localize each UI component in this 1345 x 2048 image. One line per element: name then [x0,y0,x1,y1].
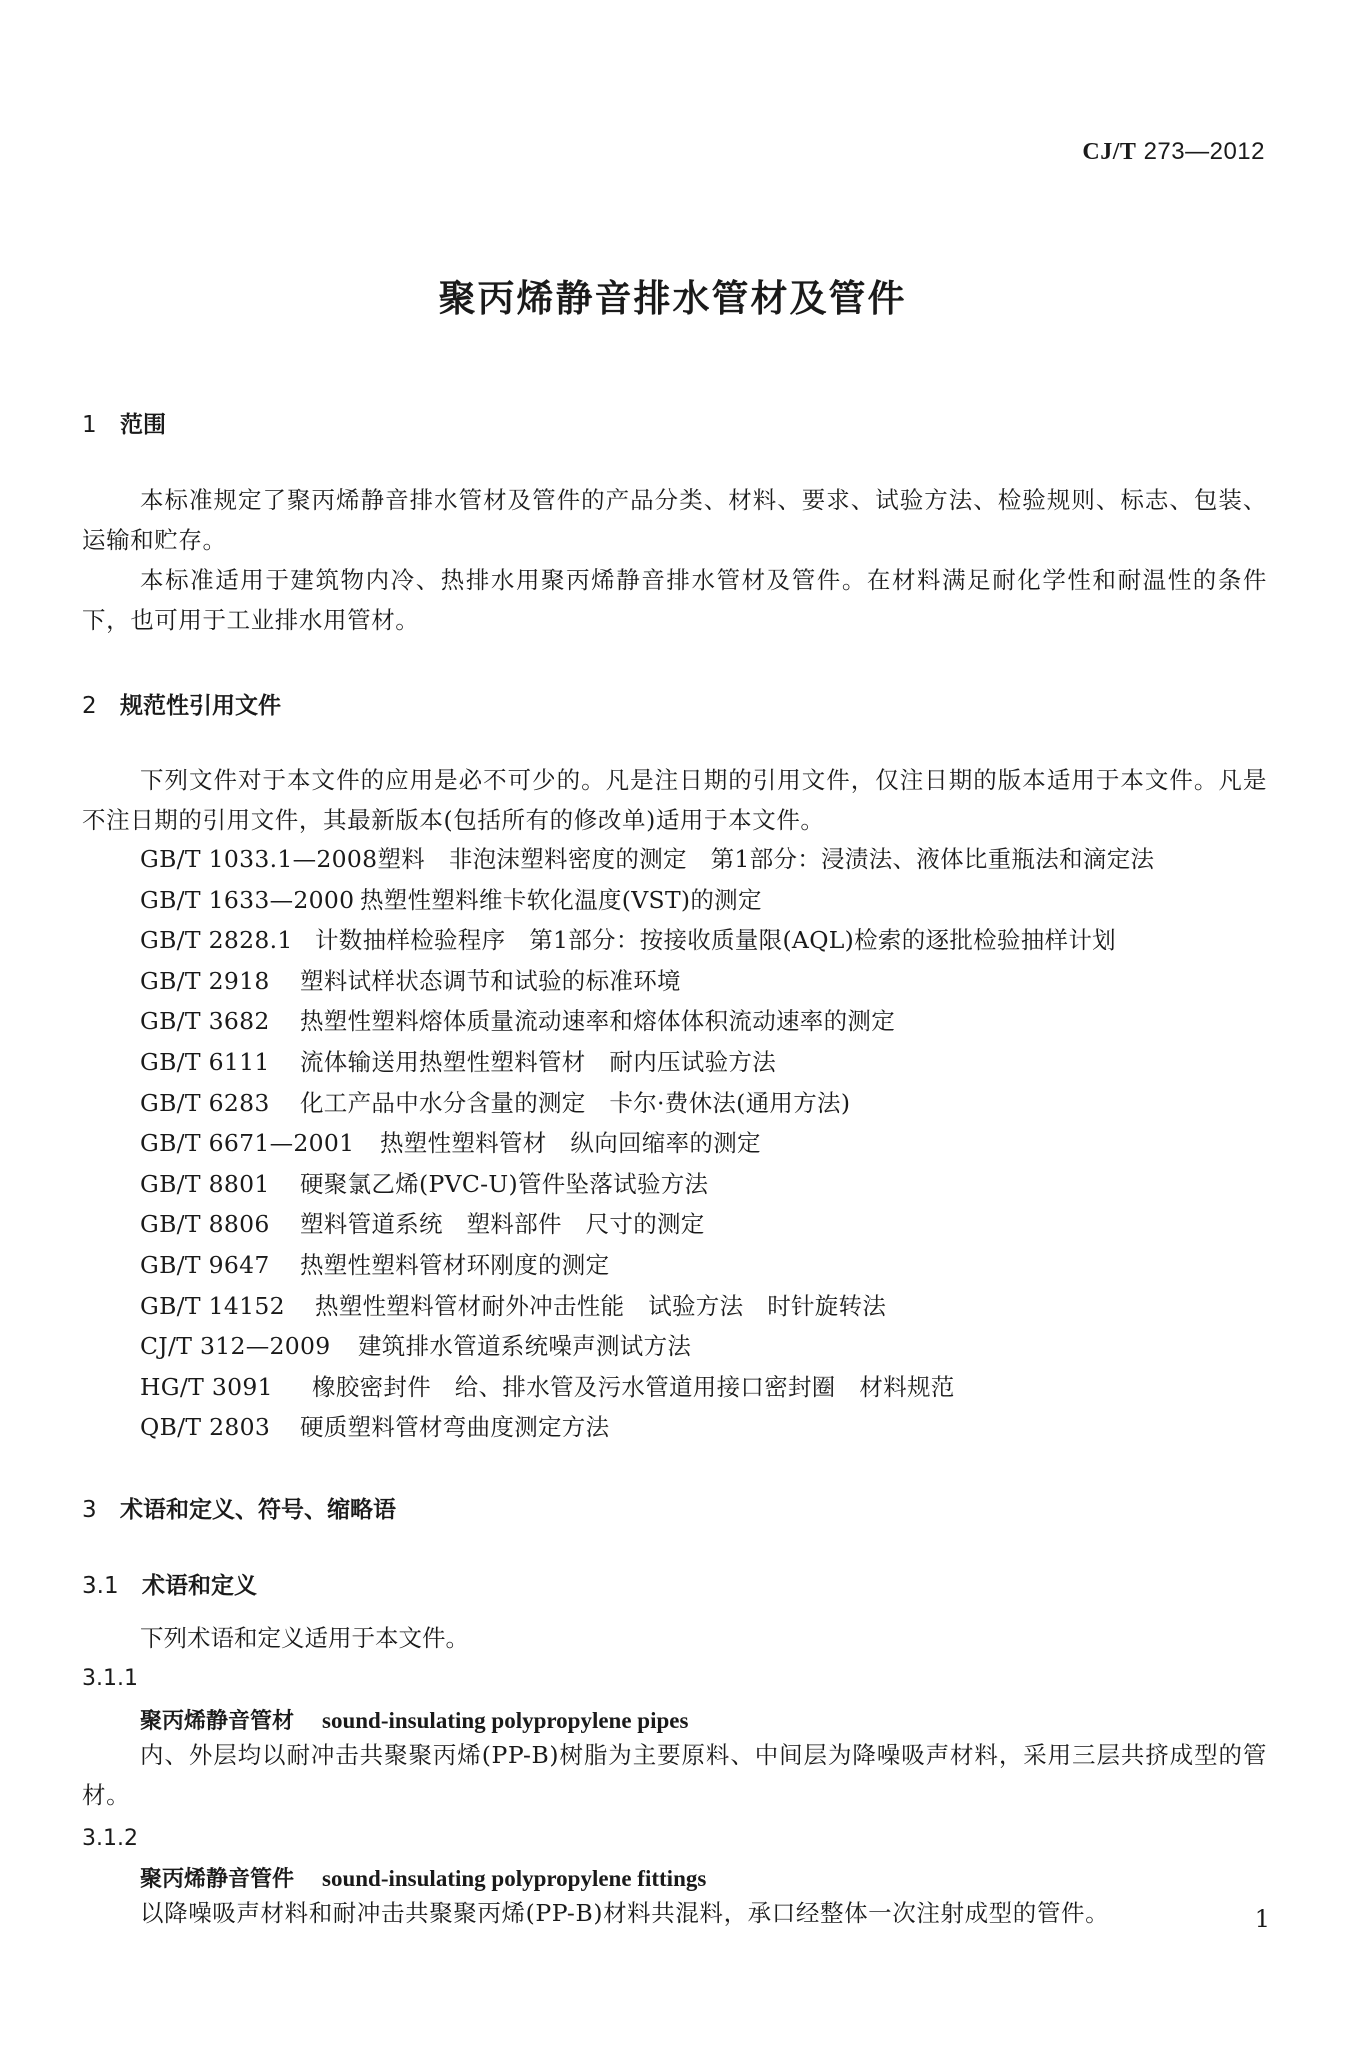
reference-item [140,1286,1154,1327]
paragraph: 内、外层均以耐冲击共聚聚丙烯(PP-B)树脂为主要原料、中间层为降噪吸声材料，采用三层共挤成型的管材。 [82,1741,1267,1809]
paragraph: 本标准规定了聚丙烯静音排水管材及管件的产品分类、材料、要求、试验方法、检验规则、标志、包装、运输和贮存。 [82,486,1267,554]
term-number: 3.1.1 [82,1666,138,1691]
standard-code [1082,138,1265,166]
section-2-heading [82,687,281,720]
reference-code: GB/T 3682 [140,1007,270,1036]
reference-item [140,1001,1154,1042]
paragraph: 下列文件对于本文件的应用是必不可少的。凡是注日期的引用文件，仅注日期的版本适用于本文件。凡是不注日期的引用文件，其最新版本(包括所有的修改单)适用于本文件。 [82,766,1267,834]
term-definition [82,1735,1267,1815]
reference-item [140,1407,1154,1448]
reference-title: 热塑性塑料管材耐外冲击性能 试验方法 时针旋转法 [315,1291,887,1320]
section-number: 3 [82,1497,97,1523]
reference-code: CJ/T 312—2009 [140,1332,331,1361]
reference-code: GB/T 8806 [140,1210,270,1239]
reference-item [140,1123,1154,1164]
reference-code: GB/T 1033.1—2008 [140,845,378,873]
reference-code: GB/T 9647 [140,1250,270,1279]
reference-code: QB/T 2803 [140,1413,271,1442]
reference-title: 热塑性塑料熔体质量流动速率和熔体体积流动速率的测定 [300,1007,895,1036]
section-number: 1 [82,412,97,438]
subsection-3-1-heading [82,1567,257,1600]
subsection-intro: 下列术语和定义适用于本文件。 [140,1624,469,1652]
reference-code: GB/T 14152 [140,1291,285,1320]
section-title: 规范性引用文件 [120,693,281,719]
section-number: 2 [82,693,97,719]
reference-item [140,961,1154,1002]
term-name-en: sound-insulating polypropylene pipes [322,1708,689,1733]
section-1-heading [82,406,166,439]
term-name [140,1862,706,1893]
reference-item [140,1204,1154,1245]
reference-item [140,920,1154,961]
section-3-heading [82,1491,396,1524]
reference-item [140,880,1154,921]
reference-code: GB/T 8801 [140,1169,270,1198]
subsection-title: 术语和定义 [142,1573,257,1599]
term-name [140,1704,688,1735]
section-title: 范围 [120,412,166,438]
reference-title: 流体输送用热塑性塑料管材 耐内压试验方法 [300,1047,776,1076]
reference-title: 建筑排水管道系统噪声测试方法 [358,1332,692,1361]
section-2-intro [82,760,1267,840]
document-title: 聚丙烯静音排水管材及管件 [438,277,907,320]
reference-item [140,1245,1154,1286]
reference-code: GB/T 6671—2001 [140,1129,355,1158]
reference-title: 塑料 非泡沫塑料密度的测定 第1部分：浸渍法、液体比重瓶法和滴定法 [377,845,1155,873]
reference-item [140,1083,1154,1124]
reference-code: GB/T 2918 [140,966,270,995]
reference-item [140,1326,1154,1367]
reference-code: HG/T 3091 [140,1372,273,1401]
reference-item [140,839,1154,880]
reference-title: 塑料管道系统 塑料部件 尺寸的测定 [300,1210,705,1239]
standard-code-number: 273—2012 [1143,138,1265,165]
reference-title: 热塑性塑料管材环刚度的测定 [300,1250,610,1279]
subsection-number: 3.1 [82,1573,119,1599]
reference-title: 计数抽样检验程序 第1部分：按接收质量限(AQL)检索的逐批检验抽样计划 [315,926,1116,955]
term-name-en: sound-insulating polypropylene fittings [322,1866,707,1891]
paragraph: 本标准适用于建筑物内冷、热排水用聚丙烯静音排水管材及管件。在材料满足耐化学性和耐温性的条件下，也可用于工业排水用管材。 [82,566,1267,634]
reference-item [140,1042,1154,1083]
reference-code: GB/T 1633—2000 [140,885,355,914]
term-definition [82,1893,1267,1933]
reference-code: GB/T 6283 [140,1088,270,1117]
reference-code: GB/T 6111 [140,1047,270,1076]
section-1-body [82,480,1267,640]
reference-title: 化工产品中水分含量的测定 卡尔·费休法(通用方法) [300,1088,851,1117]
term-name-zh: 聚丙烯静音管材 [140,1709,295,1734]
reference-item [140,1164,1154,1205]
reference-title: 热塑性塑料管材 纵向回缩率的测定 [380,1129,761,1158]
paragraph: 以降噪吸声材料和耐冲击共聚聚丙烯(PP-B)材料共混料，承口经整体一次注射成型的管件。 [140,1899,1110,1927]
reference-item [140,1367,1154,1408]
reference-code: GB/T 2828.1 [140,926,293,955]
standard-code-prefix: CJ/T [1082,139,1137,165]
reference-title: 塑料试样状态调节和试验的标准环境 [300,966,681,995]
reference-title: 热塑性塑料维卡软化温度(VST)的测定 [360,885,762,914]
term-number: 3.1.2 [82,1826,138,1851]
reference-list [140,839,1154,1448]
page-number: 1 [1254,1905,1270,1933]
reference-title: 橡胶密封件 给、排水管及污水管道用接口密封圈 材料规范 [312,1372,955,1401]
reference-title: 硬聚氯乙烯(PVC-U)管件坠落试验方法 [300,1169,709,1198]
section-title: 术语和定义、符号、缩略语 [120,1497,396,1523]
reference-title: 硬质塑料管材弯曲度测定方法 [300,1413,610,1442]
term-name-zh: 聚丙烯静音管件 [140,1867,295,1892]
